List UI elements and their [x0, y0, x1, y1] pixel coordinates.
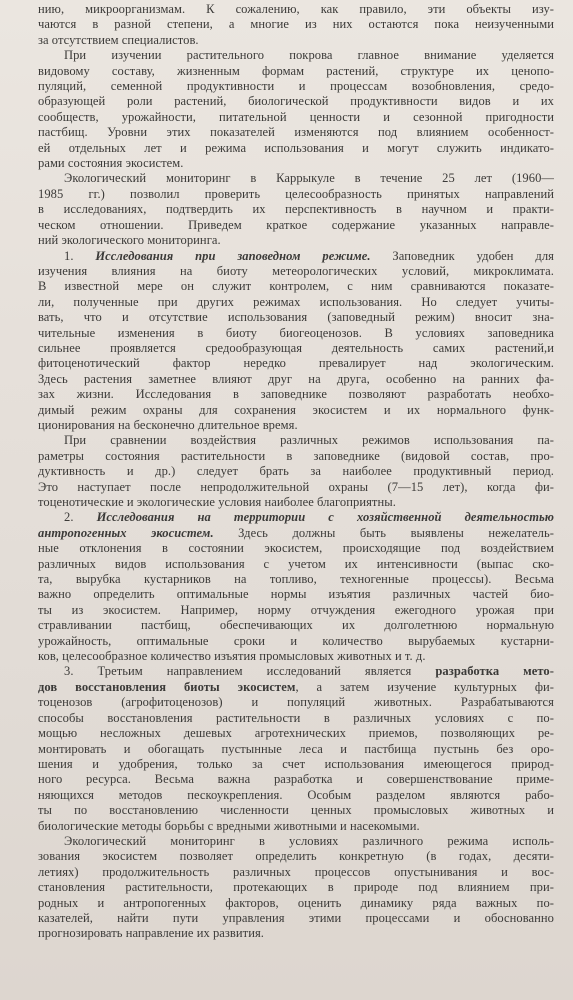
text-line: видовому составу, жизненным формам растений, структуре их ценопо-	[38, 63, 554, 78]
text-line: пуляций, семенной продуктивности и процессам возобновления, средо-	[38, 79, 554, 94]
text-line: чаются в разной степени, а многие из них остаются пока неизученными	[38, 17, 554, 32]
text-line: Здесь растения заметнее влияют друг на друга, особенно на ранних фа-	[38, 371, 554, 386]
text-line: тоценотические и экологические условия наиболее благоприятны.	[38, 495, 396, 509]
text-line: Это наступает после непродолжительной охраны (7—15 лет), когда фи-	[38, 479, 554, 494]
text-line: димый режим охраны для сохранения экосистем и их нормального функ-	[38, 402, 554, 417]
text-line: сильнее проявляется средообразующая деятельность самих растений,и	[38, 340, 554, 355]
paragraph	[38, 171, 554, 248]
text-line: пастбищ. Уровни этих показателей изменяются под влиянием особенност-	[38, 125, 554, 140]
text-line: фитоценотический фактор нередко превалирует над экологическим.	[38, 356, 554, 371]
text-line: родных и антропогенных факторов, оценить динамику ряда важных по-	[38, 895, 554, 910]
text-line: образующей роли растений, биологической продуктивности видов и их	[38, 94, 554, 109]
paragraph	[38, 834, 554, 942]
emphasis: разработка мето-	[435, 664, 554, 679]
text-line: за отсутствием специалистов.	[38, 32, 199, 47]
text-line: Экологический мониторинг в условиях различного режима исполь-	[64, 833, 554, 848]
text-line: ей отдельных лет и режима использования и могут служить индикато-	[38, 140, 554, 155]
text-line: та, вырубка кустарников на топливо, техногенные процессы). Весьма	[38, 572, 554, 587]
text-line: антропогенных экосистем. Здесь должны быть выявлены нежелатель-	[38, 525, 554, 540]
text-line: прогнозировать направление их развития.	[38, 926, 264, 941]
text-line: ты из экосистем. Например, норму отчуждения ежегодного урожая при	[38, 602, 554, 617]
text-line: раметры состояния растительности в заповеднике (видовой состав, про-	[38, 448, 554, 463]
text-line: ли, полученные при других режимах использования. Но следует учиты-	[38, 294, 554, 309]
emphasis: Исследования на территории с хозяйственной деятельностью	[96, 510, 554, 525]
text-line: При сравнении воздействия различных режимов использования па-	[64, 433, 554, 448]
emphasis: антропогенных экосистем.	[38, 525, 214, 540]
text-line: дуктивность и др.) следует брать за наиболее продуктивный период.	[38, 464, 554, 479]
text-line: няющихся методов пескоукрепления. Особым разделом являются рабо-	[38, 787, 554, 802]
text-line: чительные изменения в биоту биогеоценозов. В условиях заповедника	[38, 325, 554, 340]
text-line: летиях) продолжительность различных процессов опустынивания и вос-	[38, 864, 554, 879]
paragraph	[38, 249, 554, 434]
text-line: сообществ, урожайности, питательной ценности и сезонной пригодности	[38, 109, 554, 124]
text-line: вать, что и отсутствие использования (заповедный режим) вносит зна-	[38, 310, 554, 325]
text-line: становления растительности, протекающих в природе под влиянием при-	[38, 880, 554, 895]
text-line: рами состояния экосистем.	[38, 156, 184, 171]
text-line: мощью несложных дешевых агротехнических приемов, позволяющих ре-	[38, 726, 554, 741]
text-line: ческом отношении. Приведем краткое содержание указанных направле-	[38, 217, 554, 232]
text-line: биологические методы борьбы с вредными животными и насекомыми.	[38, 818, 420, 833]
text-line: изучения влияния на биоту метеорологических условий, микроклимата.	[38, 263, 554, 278]
text-line: в исследованиях, подтвердить их перспективность в научном и практи-	[38, 202, 554, 217]
paragraph	[38, 48, 554, 171]
emphasis: Исследования при заповедном режиме.	[95, 248, 371, 263]
text-line: казателей, найти пути управления этими процессами и обоснованно	[38, 910, 554, 925]
text-line: ные отклонения в состоянии экосистем, происходящие под воздействием	[38, 541, 554, 556]
text-line: зования экосистем позволяет определить конкретную (в годах, десяти-	[38, 849, 554, 864]
text-line: ков, целесообразное количество изъятия промысловых животных и т. д.	[38, 649, 426, 664]
text-line: 3. Третьим направлением исследований является разработка мето-	[64, 664, 554, 679]
paragraph	[38, 2, 554, 48]
text-line: важно определить оптимальные нормы изъятия различных частей био-	[38, 587, 554, 602]
paragraph	[38, 433, 554, 510]
text-line: Экологический мониторинг в Каррыкуле в течение 25 лет (1960—	[64, 171, 554, 186]
text-line: В известной мере он служит контролем, с ним сравниваются показате-	[38, 279, 554, 294]
text-line: 1. Исследования при заповедном режиме. Заповедник удобен для	[64, 248, 554, 263]
text-line: 1985 гг.) позволил проверить целесообразность принятых направлений	[38, 186, 554, 201]
paragraph	[38, 664, 554, 833]
text-line: монтировать и обогащать пустынные леса и пастбища пустынь без оро-	[38, 741, 554, 756]
text-line: тоценозов (агрофитоценозов) и популяций животных. Разрабатываются	[38, 695, 554, 710]
text-line: ного ресурса. Весьма важна разработка и совершенствование приме-	[38, 772, 554, 787]
text-line: ты по восстановлению численности ценных промысловых животных и	[38, 803, 554, 818]
paragraph	[38, 510, 554, 664]
emphasis: дов восстановления биоты экосистем	[38, 679, 296, 694]
text-line: ционирования на бесконечно длительное время.	[38, 417, 298, 432]
text-line: При изучении растительного покрова главное внимание уделяется	[64, 48, 554, 63]
text-line: различных видов использования с учетом их интенсивности (выпас ско-	[38, 556, 554, 571]
text-line: 2. Исследования на территории с хозяйственной деятельностью	[64, 510, 554, 525]
page-text	[38, 2, 554, 942]
text-line: шения и удобрения, только за счет использования имеющегося природ-	[38, 756, 554, 771]
text-line: зах жизни. Исследования в заповеднике позволяют разработать необхо-	[38, 387, 554, 402]
text-line: нию, микроорганизмам. К сожалению, как правило, эти объекты изу-	[38, 2, 554, 16]
text-line: стравливании пастбищ, обеспечивающих их долголетнюю нормальную	[38, 618, 554, 633]
text-line: дов восстановления биоты экосистем, а затем изучение культурных фи-	[38, 679, 554, 694]
text-line: урожайность, оптимальные сроки и количество вырубаемых кустарни-	[38, 633, 554, 648]
text-line: способы восстановления растительности в различных условиях с по-	[38, 710, 554, 725]
text-line: ний экологического мониторинга.	[38, 233, 221, 248]
